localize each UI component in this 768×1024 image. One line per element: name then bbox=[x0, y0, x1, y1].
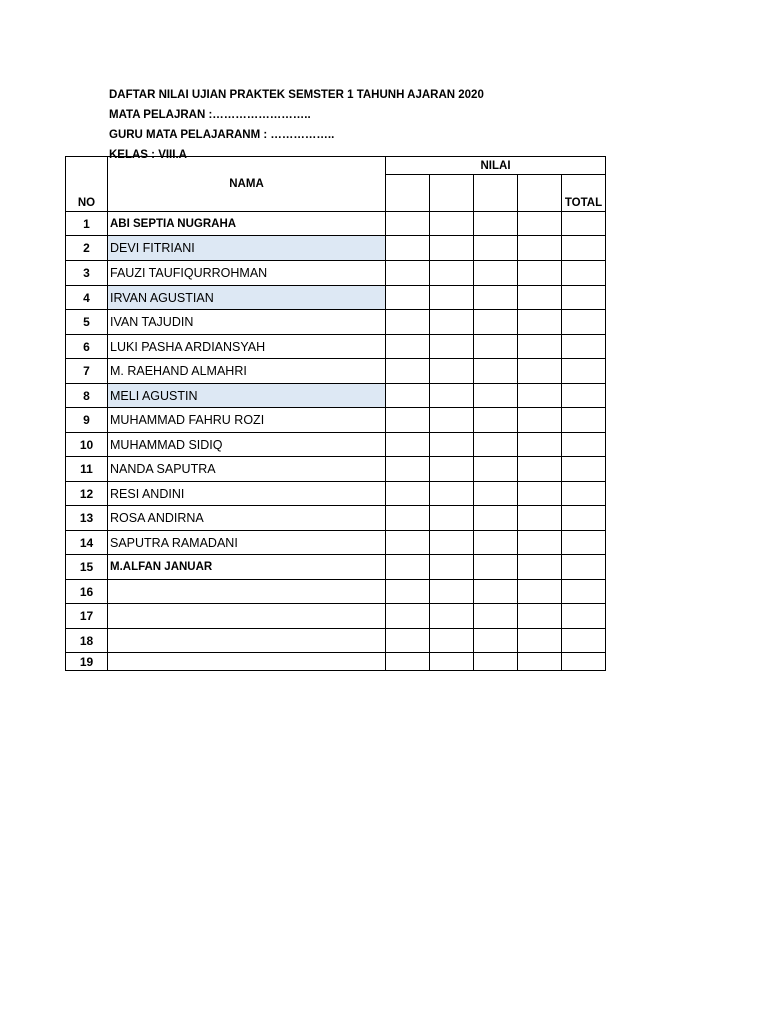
nilai-cell bbox=[430, 433, 474, 457]
table-row bbox=[66, 212, 606, 236]
document-title: DAFTAR NILAI UJIAN PRAKTEK SEMSTER 1 TAHUNH AJARAN 2020 bbox=[109, 89, 484, 101]
nilai-cell bbox=[386, 604, 430, 629]
document-header bbox=[109, 85, 484, 165]
nilai-cell bbox=[386, 286, 430, 310]
nilai-cell bbox=[474, 310, 518, 335]
nilai-cell bbox=[430, 310, 474, 335]
header-no: NO bbox=[66, 157, 108, 212]
row-number: 16 bbox=[66, 580, 108, 604]
nilai-cell bbox=[430, 531, 474, 555]
nilai-cell bbox=[518, 506, 562, 531]
grade-table bbox=[65, 156, 606, 671]
nilai-cell bbox=[430, 604, 474, 629]
nilai-cell bbox=[474, 604, 518, 629]
row-number: 19 bbox=[66, 653, 108, 671]
total-cell bbox=[562, 384, 606, 408]
nilai-cell bbox=[386, 212, 430, 236]
nilai-cell bbox=[430, 212, 474, 236]
nilai-cell bbox=[474, 236, 518, 261]
table-row bbox=[66, 310, 606, 335]
table-header-row bbox=[66, 157, 606, 175]
row-number: 1 bbox=[66, 212, 108, 236]
nilai-cell bbox=[430, 384, 474, 408]
total-cell bbox=[562, 555, 606, 580]
header-total: TOTAL bbox=[562, 175, 606, 212]
row-number: 2 bbox=[66, 236, 108, 261]
student-name: MELI AGUSTIN bbox=[108, 384, 386, 408]
student-name: IRVAN AGUSTIAN bbox=[108, 286, 386, 310]
nilai-cell bbox=[386, 335, 430, 359]
nilai-cell bbox=[518, 236, 562, 261]
total-cell bbox=[562, 408, 606, 433]
table-row bbox=[66, 457, 606, 482]
total-cell bbox=[562, 433, 606, 457]
table-row bbox=[66, 629, 606, 653]
nilai-cell bbox=[518, 653, 562, 671]
nilai-cell bbox=[430, 408, 474, 433]
nilai-cell bbox=[474, 359, 518, 384]
nilai-cell bbox=[518, 433, 562, 457]
nilai-cell bbox=[386, 359, 430, 384]
student-name: ROSA ANDIRNA bbox=[108, 506, 386, 531]
nilai-cell bbox=[386, 629, 430, 653]
nilai-cell bbox=[430, 580, 474, 604]
row-number: 9 bbox=[66, 408, 108, 433]
student-name: SAPUTRA RAMADANI bbox=[108, 531, 386, 555]
student-name: MUHAMMAD FAHRU ROZI bbox=[108, 408, 386, 433]
nilai-cell bbox=[474, 629, 518, 653]
nilai-cell bbox=[474, 457, 518, 482]
table-row bbox=[66, 359, 606, 384]
nilai-cell bbox=[474, 482, 518, 506]
nilai-cell bbox=[474, 408, 518, 433]
nilai-cell bbox=[430, 335, 474, 359]
student-name: LUKI PASHA ARDIANSYAH bbox=[108, 335, 386, 359]
table-row bbox=[66, 580, 606, 604]
row-number: 13 bbox=[66, 506, 108, 531]
nilai-cell bbox=[518, 457, 562, 482]
nilai-cell bbox=[518, 212, 562, 236]
nilai-cell bbox=[474, 555, 518, 580]
nilai-cell bbox=[518, 359, 562, 384]
row-number: 14 bbox=[66, 531, 108, 555]
nilai-cell bbox=[518, 555, 562, 580]
header-nilai-cell bbox=[386, 175, 430, 212]
nilai-cell bbox=[518, 335, 562, 359]
nilai-cell bbox=[430, 359, 474, 384]
row-number: 12 bbox=[66, 482, 108, 506]
table-row bbox=[66, 261, 606, 286]
nilai-cell bbox=[430, 236, 474, 261]
row-number: 3 bbox=[66, 261, 108, 286]
student-name bbox=[108, 580, 386, 604]
table-row bbox=[66, 335, 606, 359]
student-name bbox=[108, 629, 386, 653]
student-name: NANDA SAPUTRA bbox=[108, 457, 386, 482]
table-row bbox=[66, 653, 606, 671]
student-name: RESI ANDINI bbox=[108, 482, 386, 506]
nilai-cell bbox=[386, 506, 430, 531]
nilai-cell bbox=[430, 261, 474, 286]
nilai-cell bbox=[518, 408, 562, 433]
nilai-cell bbox=[518, 310, 562, 335]
table-row bbox=[66, 506, 606, 531]
header-nilai-cell bbox=[430, 175, 474, 212]
student-name: M. RAEHAND ALMAHRI bbox=[108, 359, 386, 384]
student-name bbox=[108, 653, 386, 671]
total-cell bbox=[562, 629, 606, 653]
row-number: 10 bbox=[66, 433, 108, 457]
table-row bbox=[66, 555, 606, 580]
total-cell bbox=[562, 604, 606, 629]
nilai-cell bbox=[386, 433, 430, 457]
row-number: 17 bbox=[66, 604, 108, 629]
header-nilai-cell bbox=[518, 175, 562, 212]
row-number: 18 bbox=[66, 629, 108, 653]
class-line: KELAS : VIII.A bbox=[109, 149, 187, 161]
total-cell bbox=[562, 261, 606, 286]
header-nilai: NILAI bbox=[386, 157, 606, 175]
nilai-cell bbox=[386, 261, 430, 286]
nilai-cell bbox=[386, 531, 430, 555]
teacher-line: GURU MATA PELAJARANM : …………….. bbox=[109, 129, 335, 141]
nilai-cell bbox=[518, 629, 562, 653]
row-number: 6 bbox=[66, 335, 108, 359]
total-cell bbox=[562, 580, 606, 604]
nilai-cell bbox=[518, 261, 562, 286]
nilai-cell bbox=[386, 384, 430, 408]
nilai-cell bbox=[474, 335, 518, 359]
nilai-cell bbox=[386, 653, 430, 671]
nilai-cell bbox=[430, 286, 474, 310]
student-name: DEVI FITRIANI bbox=[108, 236, 386, 261]
nilai-cell bbox=[518, 580, 562, 604]
row-number: 8 bbox=[66, 384, 108, 408]
nilai-cell bbox=[518, 531, 562, 555]
table-row bbox=[66, 604, 606, 629]
total-cell bbox=[562, 236, 606, 261]
total-cell bbox=[562, 482, 606, 506]
table-row bbox=[66, 408, 606, 433]
row-number: 15 bbox=[66, 555, 108, 580]
nilai-cell bbox=[474, 653, 518, 671]
student-name: IVAN TAJUDIN bbox=[108, 310, 386, 335]
nilai-cell bbox=[386, 236, 430, 261]
total-cell bbox=[562, 212, 606, 236]
student-name: M.ALFAN JANUAR bbox=[108, 555, 386, 580]
table-row bbox=[66, 531, 606, 555]
row-number: 11 bbox=[66, 457, 108, 482]
nilai-cell bbox=[518, 384, 562, 408]
nilai-cell bbox=[474, 286, 518, 310]
student-name bbox=[108, 604, 386, 629]
nilai-cell bbox=[386, 555, 430, 580]
row-number: 7 bbox=[66, 359, 108, 384]
nilai-cell bbox=[430, 555, 474, 580]
total-cell bbox=[562, 531, 606, 555]
subject-line: MATA PELAJRAN :…………………….. bbox=[109, 109, 311, 121]
row-number: 4 bbox=[66, 286, 108, 310]
total-cell bbox=[562, 653, 606, 671]
total-cell bbox=[562, 457, 606, 482]
table-row bbox=[66, 482, 606, 506]
header-nama: NAMA bbox=[108, 157, 386, 212]
nilai-cell bbox=[474, 384, 518, 408]
nilai-cell bbox=[386, 408, 430, 433]
student-name: MUHAMMAD SIDIQ bbox=[108, 433, 386, 457]
student-name: ABI SEPTIA NUGRAHA bbox=[108, 212, 386, 236]
nilai-cell bbox=[474, 433, 518, 457]
total-cell bbox=[562, 506, 606, 531]
total-cell bbox=[562, 335, 606, 359]
nilai-cell bbox=[474, 506, 518, 531]
table-row bbox=[66, 384, 606, 408]
nilai-cell bbox=[474, 580, 518, 604]
nilai-cell bbox=[430, 653, 474, 671]
table-row bbox=[66, 286, 606, 310]
nilai-cell bbox=[386, 580, 430, 604]
nilai-cell bbox=[430, 457, 474, 482]
nilai-cell bbox=[386, 482, 430, 506]
header-nilai-cell bbox=[474, 175, 518, 212]
nilai-cell bbox=[386, 457, 430, 482]
nilai-cell bbox=[430, 629, 474, 653]
total-cell bbox=[562, 310, 606, 335]
nilai-cell bbox=[386, 310, 430, 335]
nilai-cell bbox=[430, 482, 474, 506]
total-cell bbox=[562, 359, 606, 384]
total-cell bbox=[562, 286, 606, 310]
row-number: 5 bbox=[66, 310, 108, 335]
nilai-cell bbox=[474, 212, 518, 236]
nilai-cell bbox=[518, 286, 562, 310]
nilai-cell bbox=[518, 604, 562, 629]
nilai-cell bbox=[474, 261, 518, 286]
table-row bbox=[66, 433, 606, 457]
student-name: FAUZI TAUFIQURROHMAN bbox=[108, 261, 386, 286]
nilai-cell bbox=[430, 506, 474, 531]
nilai-cell bbox=[518, 482, 562, 506]
table-row bbox=[66, 236, 606, 261]
nilai-cell bbox=[474, 531, 518, 555]
